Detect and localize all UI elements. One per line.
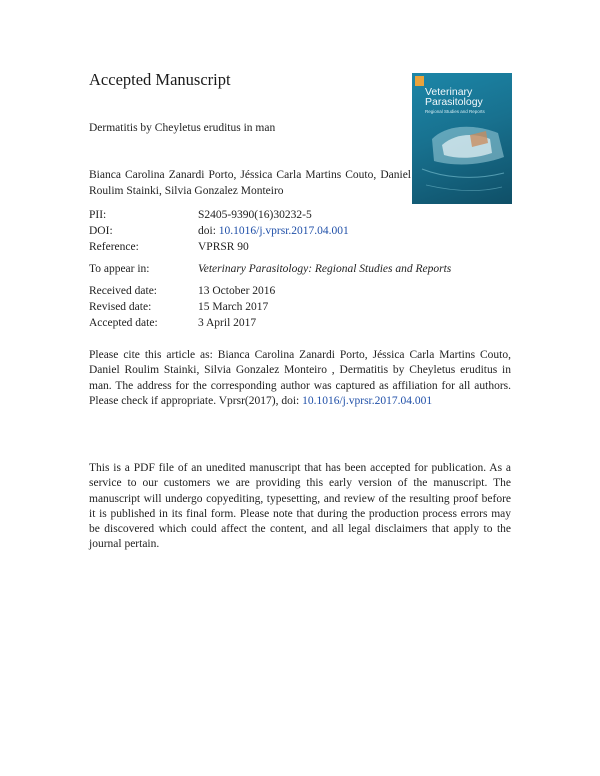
- disclaimer-paragraph: This is a PDF file of an unedited manuscript that has been accepted for publication. As a service to our customers we are providing this early version of the manuscript. The manuscript will undergo copyediting, typesetting, and review of the resulting proof before it is published in its final form. Please note that during the production process errors may be discovered which could affect the content, and all legal disclaimers that apply to the journal pertain.: [89, 462, 511, 551]
- pii-value: S2405-9390(16)30232-5: [198, 209, 312, 221]
- reference-label: Reference:: [89, 241, 139, 253]
- accepted-value: 3 April 2017: [198, 317, 257, 329]
- citation-doi-link[interactable]: 10.1016/j.vprsr.2017.04.001: [302, 394, 433, 407]
- reference-value: VPRSR 90: [198, 241, 249, 253]
- appear-label: To appear in:: [89, 263, 150, 275]
- elsevier-logo-icon: [415, 76, 424, 86]
- cover-subtitle: Regional Studies and Reports: [425, 109, 485, 114]
- accepted-label: Accepted date:: [89, 317, 158, 329]
- doi-prefix: doi:: [198, 225, 216, 237]
- doi-link[interactable]: 10.1016/j.vprsr.2017.04.001: [218, 225, 349, 237]
- author-list: Bianca Carolina Zanardi Porto, Jéssica Carla Martins Couto, Daniel Roulim Stainki, Silvia Gonzalez Monteiro: [89, 169, 411, 197]
- pii-label: PII:: [89, 209, 107, 221]
- revised-value: 15 March 2017: [198, 301, 269, 313]
- cover-title-line2: Parasitology: [425, 96, 483, 108]
- revised-label: Revised date:: [89, 301, 152, 313]
- journal-cover-image: [412, 73, 512, 204]
- received-value: 13 October 2016: [198, 285, 276, 297]
- cover-title-line1: Veterinary: [425, 86, 473, 98]
- manuscript-heading: Accepted Manuscript: [89, 70, 231, 89]
- doi-label: DOI:: [89, 225, 113, 237]
- journal-name: Veterinary Parasitology: Regional Studies and Reports: [198, 263, 452, 275]
- citation-text: Please cite this article as: Bianca Carolina Zanardi Porto, Jéssica Carla Martins Couto, Daniel Roulim Stainki, Silvia Gonzalez Monteiro , Dermatitis by Cheyletus eruditus in man. The address for the corresponding author was captured as affiliation for all authors. Please check if appropriate. Vprsr(2017), doi:: [89, 349, 511, 407]
- received-label: Received date:: [89, 285, 158, 297]
- article-title: Dermatitis by Cheyletus eruditus in man: [89, 122, 276, 134]
- citation-paragraph: [89, 348, 511, 409]
